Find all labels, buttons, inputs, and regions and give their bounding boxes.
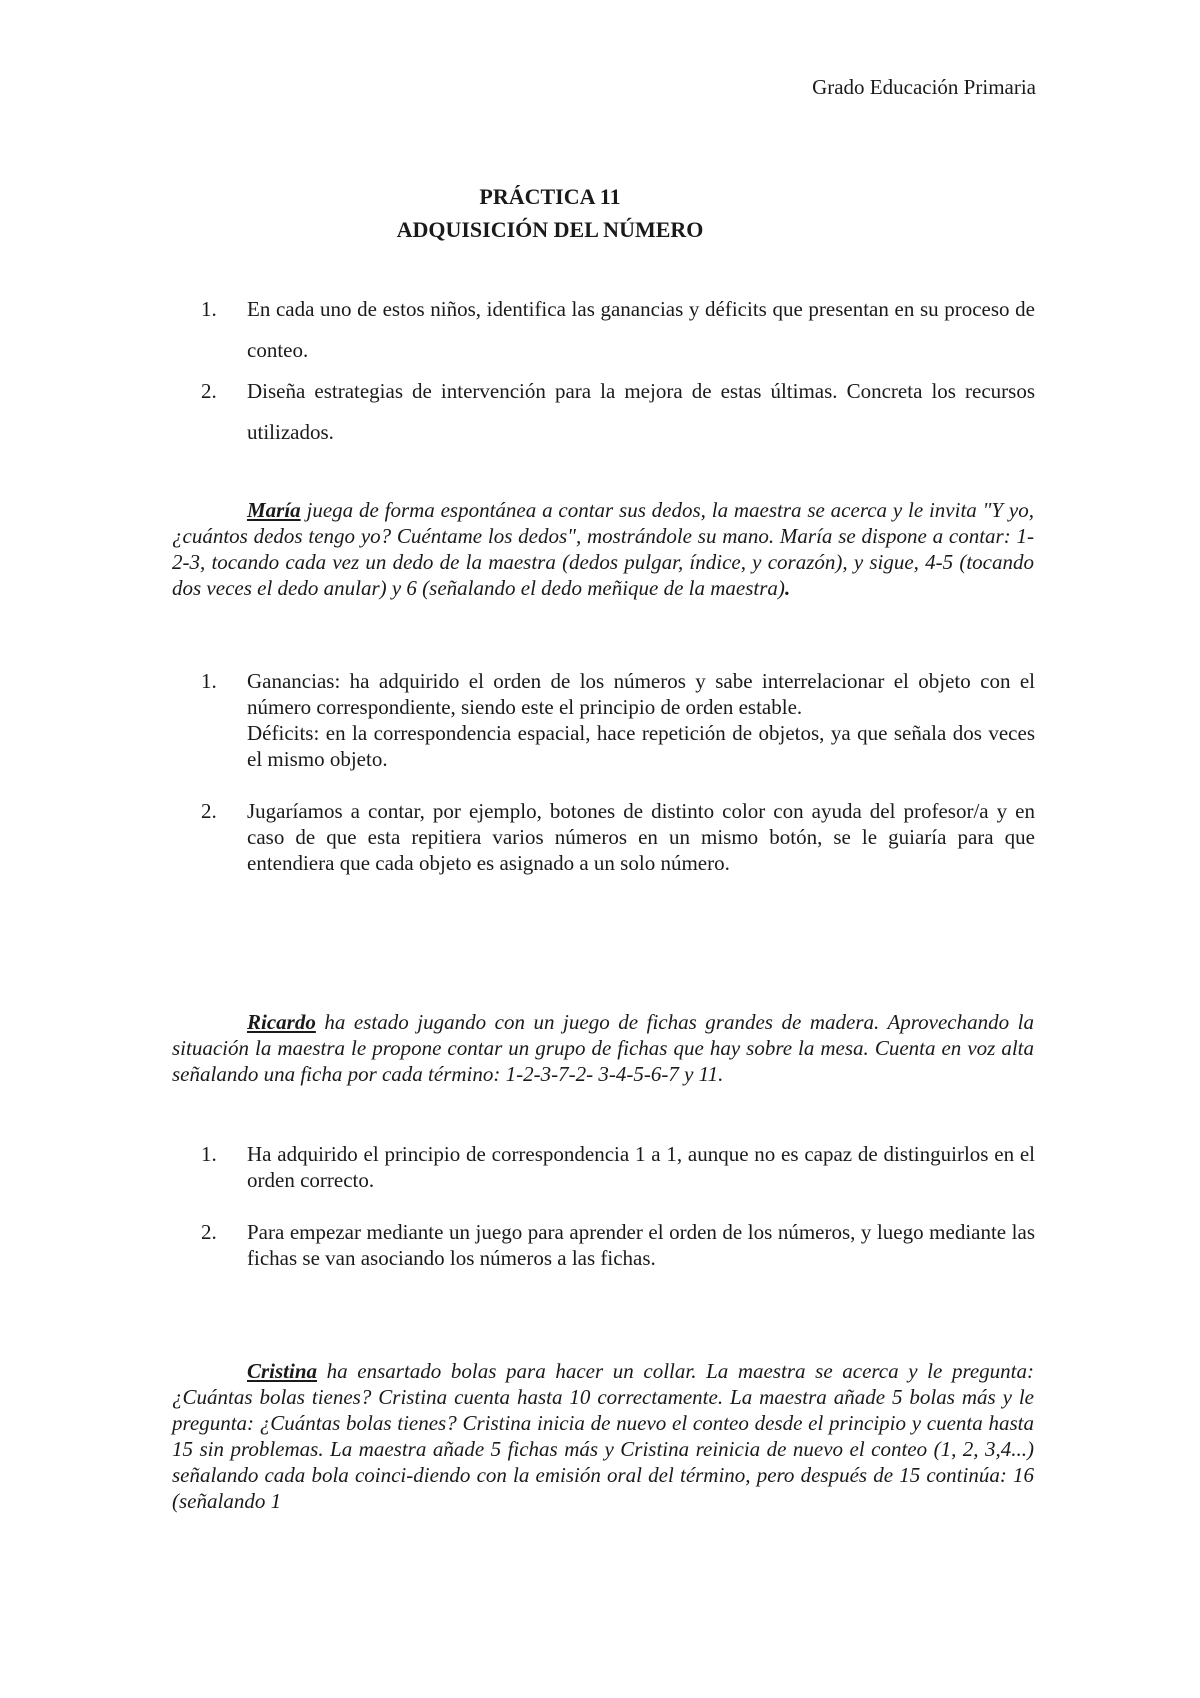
list-text: Diseña estrategias de intervención para la mejora de estas últimas. Concreta los recursos utilizados. (247, 379, 1035, 444)
list-number: 2. (201, 379, 217, 403)
list-item (201, 1141, 1035, 1193)
list-item (201, 798, 1035, 876)
list-text: En cada uno de estos niños, identifica las ganancias y déficits que presentan en su proceso de conteo. (247, 297, 1035, 362)
title-line-topic: ADQUISICIÓN DEL NÚMERO (396, 217, 704, 242)
list-number: 1. (201, 669, 217, 693)
case-trail: . (784, 576, 791, 600)
list-item (201, 1219, 1035, 1271)
list-number: 1. (201, 297, 217, 321)
answer-text: Ha adquirido el principio de correspondencia 1 a 1, aunque no es capaz de distinguirlos en el orden correcto. (247, 1142, 1035, 1192)
answer-deficits: Déficits: en la correspondencia espacial, hace repetición de objetos, ya que señala dos veces el mismo objeto. (247, 721, 1035, 771)
list-number: 1. (201, 1142, 217, 1166)
list-number: 2. (201, 799, 217, 823)
case-name: María (247, 498, 301, 522)
case-text: juega de forma espontánea a contar sus dedos, la maestra se acerca y le invita "Y yo, ¿cuántos dedos tengo yo? Cuéntame los dedos", mostrándole su mano. María se dispone a contar: 1-2-3, tocando cada vez un dedo de la maestra (dedos pulgar, índice, y corazón), y sigue, 4-5 (tocando dos veces el dedo anular) y 6 (señalando el dedo meñique de la maestra) (172, 498, 1034, 600)
answers-maria (201, 668, 1035, 876)
answers-ricardo (201, 1141, 1035, 1271)
list-item (201, 289, 1035, 371)
document-title (0, 180, 1100, 246)
case-name: Ricardo (247, 1010, 316, 1034)
answer-text: Para empezar mediante un juego para aprender el orden de los números, y luego mediante las fichas se van asociando los números a las fichas. (247, 1220, 1035, 1270)
instructions-list (201, 289, 1035, 453)
case-cristina (172, 1358, 1034, 1514)
answer-text: Jugaríamos a contar, por ejemplo, botones de distinto color con ayuda del profesor/a y en caso de que esta repitiera varios números en un mismo botón, se le guiaría para que entendiera que cada objeto es asignado a un solo número. (247, 799, 1035, 875)
case-maria (172, 497, 1034, 601)
case-name: Cristina (247, 1359, 318, 1383)
list-item (201, 668, 1035, 772)
title-line-practice: PRÁCTICA 11 (479, 184, 621, 209)
list-item (201, 371, 1035, 453)
list-number: 2. (201, 1220, 217, 1244)
case-text: ha ensartado bolas para hacer un collar. La maestra se acerca y le pregunta: ¿Cuántas bolas tienes? Cristina cuenta hasta 10 correctamente. La maestra añade 5 bolas más y le pregunta: ¿Cuántas bolas tienes? Cristina inicia de nuevo el conteo desde el principio y cuenta hasta 15 sin problemas. La maestra añade 5 fichas más y Cristina reinicia de nuevo el conteo (1, 2, 3,4...) señalando cada bola coinci-diendo con la emisión oral del término, pero después de 15 continúa: 16 (señalando 1 (172, 1359, 1034, 1513)
answer-gains: Ganancias: ha adquirido el orden de los números y sabe interrelacionar el objeto con el número correspondiente, siendo este el principio de orden estable. (247, 669, 1035, 719)
running-header: Grado Educación Primaria (812, 75, 1036, 99)
case-text: ha estado jugando con un juego de fichas grandes de madera. Aprovechando la situación la maestra le propone contar un grupo de fichas que hay sobre la mesa. Cuenta en voz alta señalando una ficha por cada término: 1-2-3-7-2- 3-4-5-6-7 y 11. (172, 1010, 1034, 1086)
case-ricardo (172, 1009, 1034, 1087)
